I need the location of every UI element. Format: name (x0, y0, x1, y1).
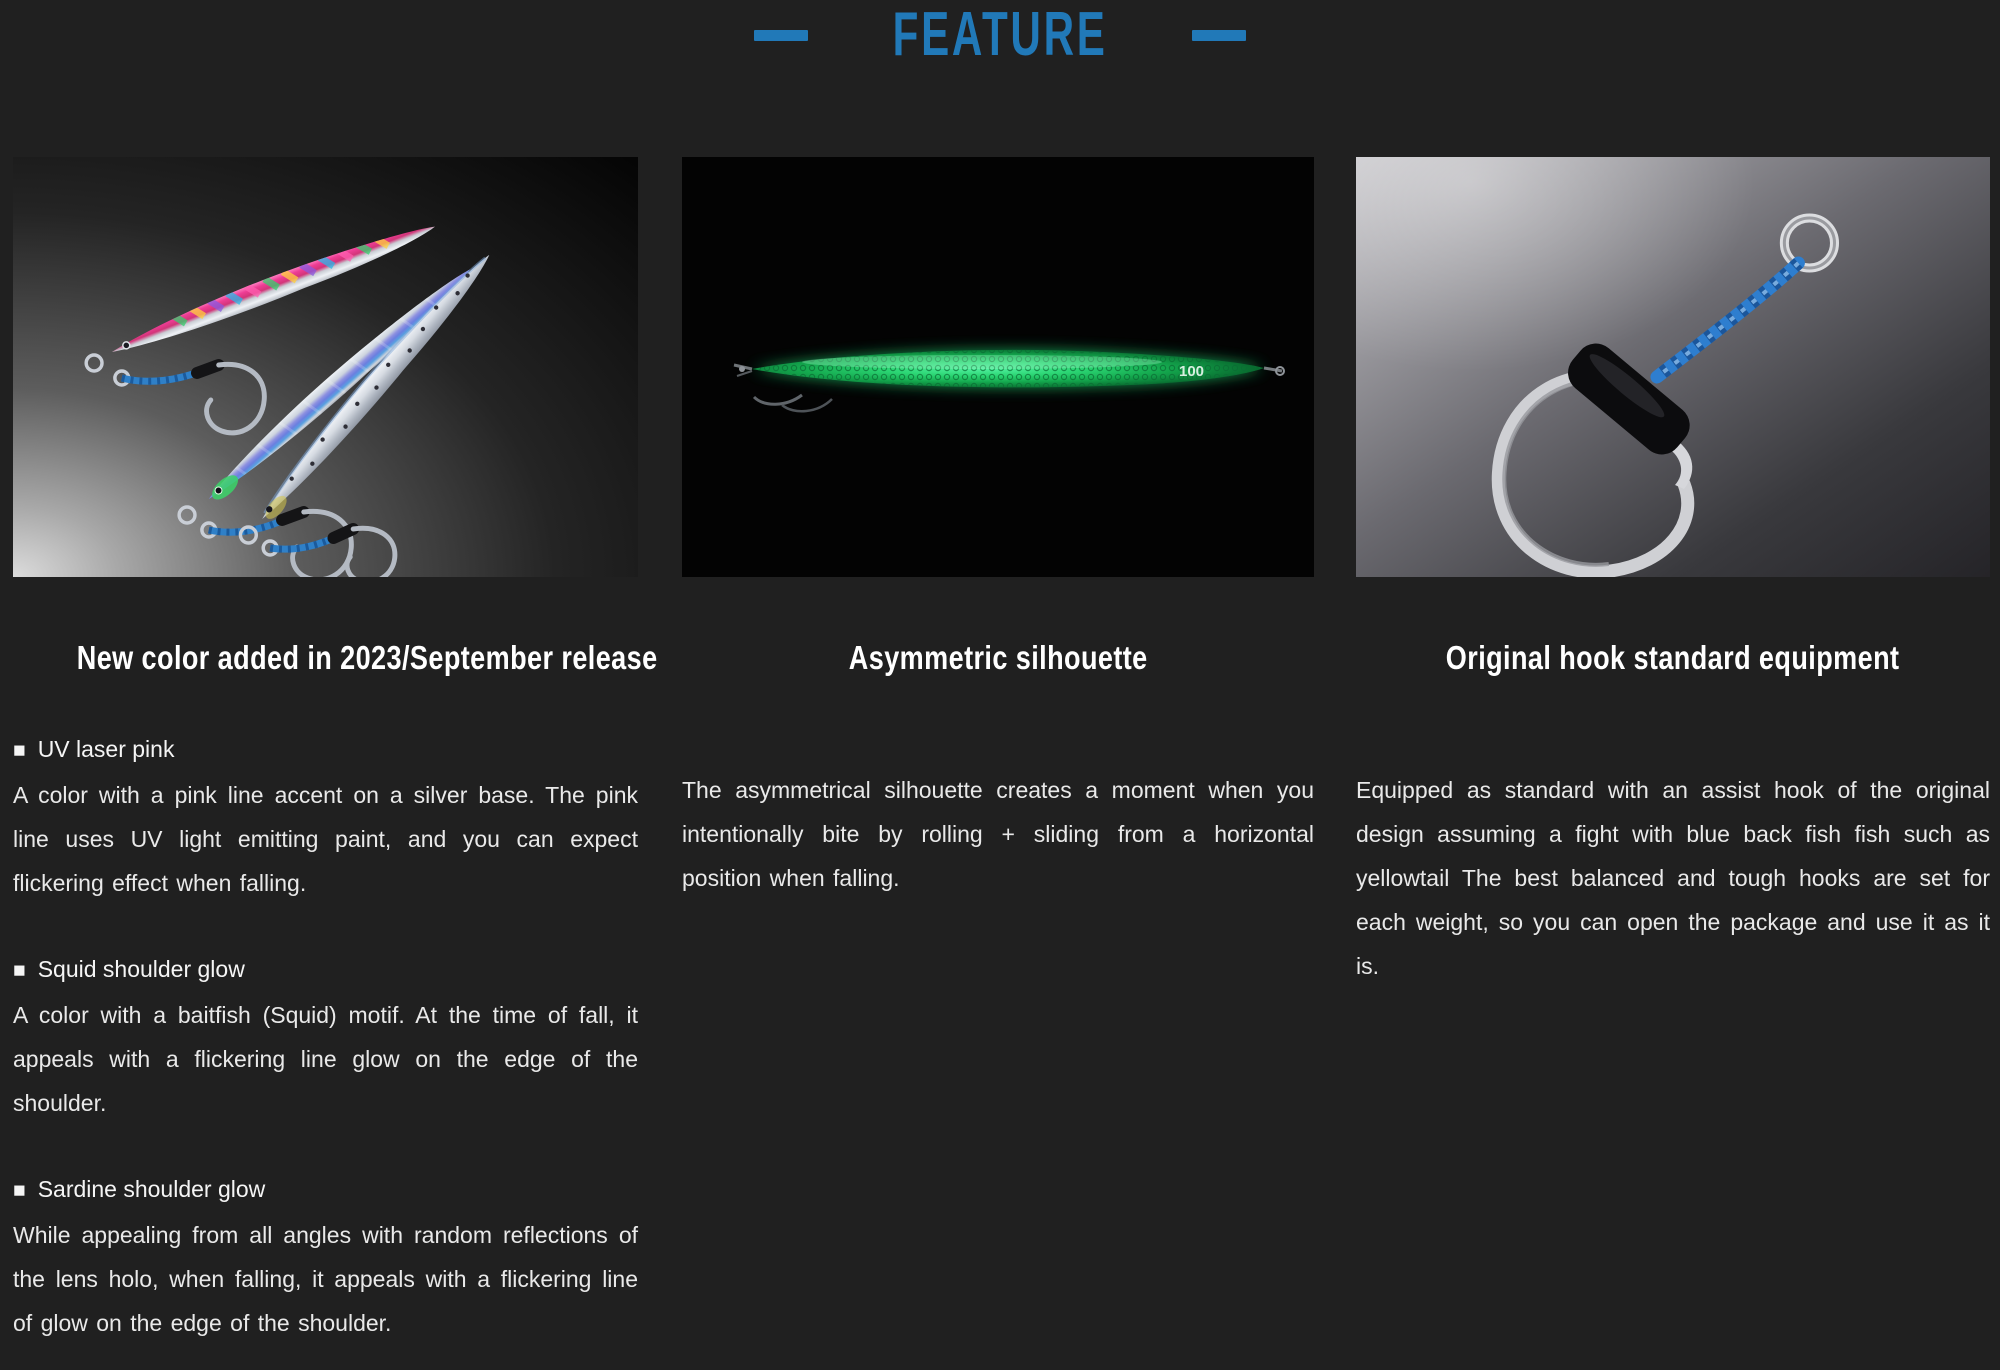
bullet-square-icon: ■ (13, 1179, 26, 1202)
feature-subtitle (13, 947, 638, 993)
subtitle-text: UV laser pink (37, 736, 175, 762)
jigs-photo (13, 157, 638, 577)
feature-column-new-colors (13, 157, 658, 1345)
feature-column-silhouette (682, 157, 1314, 1345)
jig-weight-label: 100 (1179, 363, 1205, 380)
glow-jig-illustration (682, 157, 1314, 577)
column-heading: Asymmetric silhouette (848, 639, 1148, 676)
feature-text: Equipped as standard with an assist hook of the original design assuming a fight with blue back fish fish such as yellowtail The best balanced and tough hooks are set for each weight, so you can open the package and use it as it is. (1356, 777, 1990, 979)
bullet-square-icon: ■ (13, 739, 26, 762)
column-heading: New color added in 2023/September release (76, 639, 658, 676)
feature-subtitle (13, 1167, 638, 1213)
feature-section-squid-glow (13, 947, 638, 1125)
feature-section-hook (1356, 768, 1990, 988)
glow-jig-photo (682, 157, 1314, 577)
page-title: FEATURE (892, 0, 1108, 69)
feature-text: The asymmetrical silhouette creates a moment when you intentionally bite by rolling + sliding from a horizontal position when falling. (682, 777, 1314, 891)
feature-text: While appealing from all angles with random reflections of the lens holo, when falling, it appeals with a flickering line of glow on the edge of the shoulder. (13, 1222, 638, 1336)
assist-hook-photo (1356, 157, 1990, 577)
feature-text: A color with a pink line accent on a silver base. The pink line uses UV light emitting paint, and you can expect flickering effect when falling. (13, 782, 638, 896)
jigs-photo-illustration (13, 157, 638, 577)
feature-heading (0, 0, 2000, 69)
assist-hook-illustration (1356, 157, 1990, 577)
feature-subtitle (13, 727, 638, 773)
subtitle-text: Sardine shoulder glow (37, 1176, 266, 1202)
feature-section-silhouette (682, 768, 1314, 900)
feature-text: A color with a baitfish (Squid) motif. At the time of fall, it appeals with a flickering line glow on the edge of the shoulder. (13, 1002, 638, 1116)
feature-section-sardine-glow (13, 1167, 638, 1345)
column-heading: Original hook standard equipment (1446, 639, 1900, 676)
feature-section-uv-laser-pink (13, 727, 638, 905)
feature-columns (0, 157, 2000, 1345)
bullet-square-icon: ■ (13, 959, 26, 982)
heading-dash-left-icon (754, 30, 808, 41)
heading-dash-right-icon (1192, 30, 1246, 41)
feature-column-hook (1356, 157, 1990, 1345)
subtitle-text: Squid shoulder glow (37, 956, 245, 982)
